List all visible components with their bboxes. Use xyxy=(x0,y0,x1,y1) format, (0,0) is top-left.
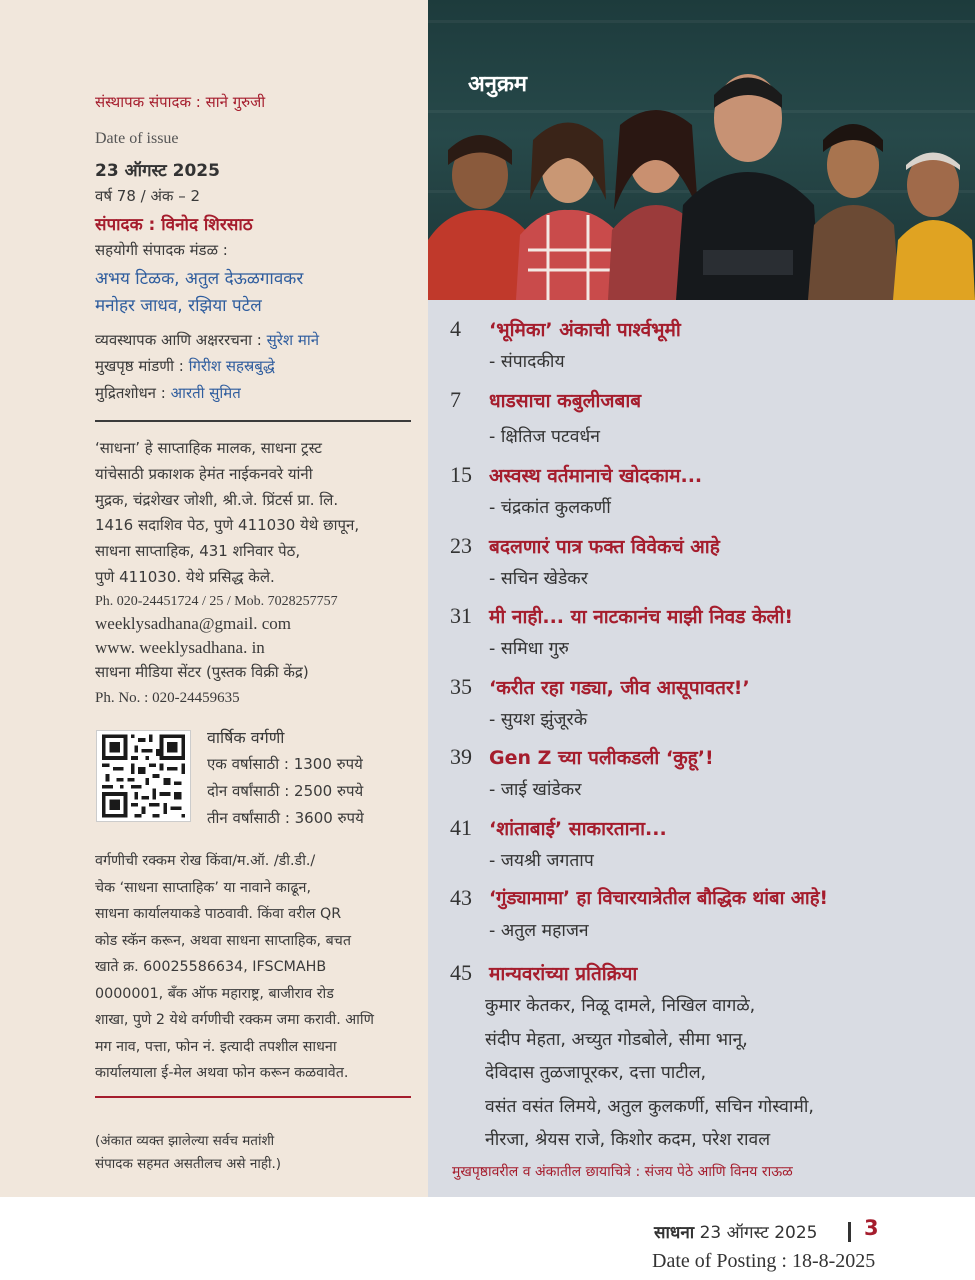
disclaimer-line: संपादक सहमत असतीलच असे नाही.) xyxy=(95,1156,282,1172)
payment-line: वर्गणीची रक्कम रोख किंवा/म.ऑ. /डी.डी./ xyxy=(95,853,316,869)
payment-line: शाखा, पुणे 2 येथे वर्गणीची रक्कम जमा करावी. आणि xyxy=(95,1012,374,1028)
publisher-line: 1416 सदाशिव पेठ, पुणे 411030 येथे छापून, xyxy=(95,516,360,535)
toc-title: ‘शांताबाई’ साकारताना... xyxy=(489,818,667,840)
publisher-line: मुद्रक, चंद्रशेखर जोशी, श्री.जे. प्रिंटर्स प्रा. लि. xyxy=(95,490,339,509)
cast-silhouettes xyxy=(428,0,975,300)
responders-list xyxy=(485,990,814,1158)
toc-author: - क्षितिज पटवर्धन xyxy=(489,427,600,447)
payment-line: 0000001, बँक ऑफ महाराष्ट्र, बाजीराव रोड xyxy=(95,985,334,1002)
toc-page: 43 xyxy=(450,885,472,910)
qr-code-icon xyxy=(97,731,190,821)
subscription-three-year: तीन वर्षांसाठी : 3600 रुपये xyxy=(207,809,364,827)
cover-name: गिरीश सहस्रबुद्धे xyxy=(188,357,275,375)
toc-page: 39 xyxy=(450,744,472,769)
disclaimer xyxy=(95,1130,281,1176)
subscription-two-year: दोन वर्षांसाठी : 2500 रुपये xyxy=(207,782,364,800)
toc-title: धाडसाचा कबुलीजबाब xyxy=(489,390,642,412)
disclaimer-line: (अंकात व्यक्त झालेल्या सर्वच मतांशी xyxy=(95,1133,275,1149)
toc-author: - सुयश झुंजूरके xyxy=(489,710,588,730)
toc-author: - जाई खांडेकर xyxy=(489,780,582,800)
founder-editor: संस्थापक संपादक : साने गुरुजी xyxy=(95,93,266,111)
toc-title: बदलणारं पात्र फक्त विवेकचं आहे xyxy=(489,536,720,558)
date-of-posting: Date of Posting : 18-8-2025 xyxy=(652,1250,876,1272)
toc-title: ‘भूमिका’ अंकाची पार्श्वभूमी xyxy=(489,319,681,341)
responders-line: वसंत वसंत लिमये, अतुल कुलकर्णी, सचिन गोस्वामी, xyxy=(485,1096,814,1117)
payment-line: चेक ‘साधना साप्ताहिक’ या नावाने काढून, xyxy=(95,879,311,896)
proof-name: आरती सुमित xyxy=(170,384,241,402)
toc-page: 15 xyxy=(450,462,472,487)
responders-line: नीरजा, श्रेयस राजे, किशोर कदम, परेश रावल xyxy=(485,1130,771,1150)
subscription-heading: वार्षिक वर्गणी xyxy=(207,728,285,747)
subscription-rates xyxy=(207,724,364,832)
toc-page: 35 xyxy=(450,674,472,699)
proof-label: मुद्रितशोधन : xyxy=(95,384,171,402)
media-center: साधना मीडिया सेंटर (पुस्तक विक्री केंद्र) xyxy=(95,662,309,681)
subscription-one-year: एक वर्षासाठी : 1300 रुपये xyxy=(207,755,363,773)
page-number: 3 xyxy=(864,1216,879,1240)
footer-date: 23 ऑगस्ट 2025 xyxy=(694,1223,818,1243)
contents-heading: अनुक्रम xyxy=(468,72,528,97)
editorial-board-label: सहयोगी संपादक मंडळ : xyxy=(95,241,228,259)
responders-line: कुमार केतकर, निळू दामले, निखिल वागळे, xyxy=(485,996,756,1016)
toc-page: 7 xyxy=(450,387,461,412)
toc-author: - अतुल महाजन xyxy=(489,921,589,941)
volume-issue: वर्ष 78 / अंक – 2 xyxy=(95,187,201,205)
toc-title: अस्वस्थ वर्तमानाचे खोदकाम... xyxy=(489,465,703,487)
divider xyxy=(95,420,411,422)
responders-line: संदीप मेहता, अच्युत गोडबोले, सीमा भानू, xyxy=(485,1029,748,1050)
cover-credit xyxy=(95,356,275,376)
footer-separator xyxy=(848,1222,851,1242)
publisher-line: पुणे 411030. येथे प्रसिद्ध केले. xyxy=(95,567,275,586)
proof-credit xyxy=(95,383,241,403)
qr-code xyxy=(96,730,191,822)
toc-author: - जयश्री जगताप xyxy=(489,851,594,871)
manager-credit xyxy=(95,330,319,350)
toc-author: - समिधा गुरु xyxy=(489,639,569,659)
manager-name: सुरेश माने xyxy=(266,331,320,349)
website: www. weeklysadhana. in xyxy=(95,637,265,657)
media-phone: Ph. No. : 020-24459635 xyxy=(95,689,240,706)
toc-title: ‘करीत रहा गड्या, जीव आसूपावतर!’ xyxy=(489,677,750,699)
payment-line: साधना कार्यालयाकडे पाठवावी. किंवा वरील QR xyxy=(95,906,342,922)
toc-author: - चंद्रकांत कुलकर्णी xyxy=(489,498,611,518)
email: weeklysadhana@gmail. com xyxy=(95,613,291,633)
payment-instructions xyxy=(95,848,415,1087)
toc-page: 31 xyxy=(450,603,472,628)
photo-credit: मुखपृष्ठावरील व अंकातील छायाचित्रे : संजय पेठे आणि विनय राऊळ xyxy=(452,1164,793,1180)
editor: संपादक : विनोद शिरसाठ xyxy=(95,215,253,235)
editorial-board-line1: अभय टिळक, अतुल देऊळगावकर xyxy=(95,269,304,289)
phone-numbers: Ph. 020-24451724 / 25 / Mob. 7028257757 xyxy=(95,593,338,609)
cover-photo xyxy=(428,0,975,300)
toc-title: ‘गुंड्यामामा’ हा विचारयात्रेतील बौद्धिक थांबा आहे! xyxy=(489,888,828,909)
divider xyxy=(95,1096,411,1098)
publisher-info xyxy=(95,436,415,711)
payment-line: खाते क्र. 60025586634, IFSCMAHB xyxy=(95,959,327,975)
toc-author: - संपादकीय xyxy=(489,352,565,372)
toc-title: मान्यवरांच्या प्रतिक्रिया xyxy=(489,963,638,985)
responders-line: देविदास तुळजापूरकर, दत्ता पाटील, xyxy=(485,1063,707,1083)
issue-date: 23 ऑगस्ट 2025 xyxy=(95,161,220,181)
toc-page: 4 xyxy=(450,316,461,341)
publisher-line: यांचेसाठी प्रकाशक हेमंत नाईकनवरे यांनी xyxy=(95,464,313,483)
toc-page: 45 xyxy=(450,960,472,985)
payment-line: कार्यालयाला ई-मेल अथवा फोन करून कळवावेत. xyxy=(95,1065,349,1081)
toc-author: - सचिन खेडेकर xyxy=(489,569,588,589)
payment-line: मग नाव, पत्ता, फोन नं. इत्यादी तपशील साधना xyxy=(95,1038,337,1055)
toc-page: 23 xyxy=(450,533,472,558)
footer-publication-name: साधना xyxy=(654,1223,695,1243)
toc-title: Gen Z च्या पलीकडली ‘कुहू’! xyxy=(489,747,714,769)
date-of-issue-label: Date of issue xyxy=(95,130,179,147)
footer-publication xyxy=(654,1220,817,1243)
publisher-line: ‘साधना’ हे साप्ताहिक मालक, साधना ट्रस्ट xyxy=(95,439,322,457)
manager-label: व्यवस्थापक आणि अक्षररचना : xyxy=(95,331,267,349)
toc-title: मी नाही... या नाटकानंच माझी निवड केली! xyxy=(489,606,794,628)
editorial-board-line2: मनोहर जाधव, रझिया पटेल xyxy=(95,296,262,316)
payment-line: कोड स्कॅन करून, अथवा साधना साप्ताहिक, बचत xyxy=(95,932,351,949)
cover-label: मुखपृष्ठ मांडणी : xyxy=(95,357,189,375)
publisher-line: साधना साप्ताहिक, 431 शनिवार पेठ, xyxy=(95,542,301,561)
toc-page: 41 xyxy=(450,815,472,840)
